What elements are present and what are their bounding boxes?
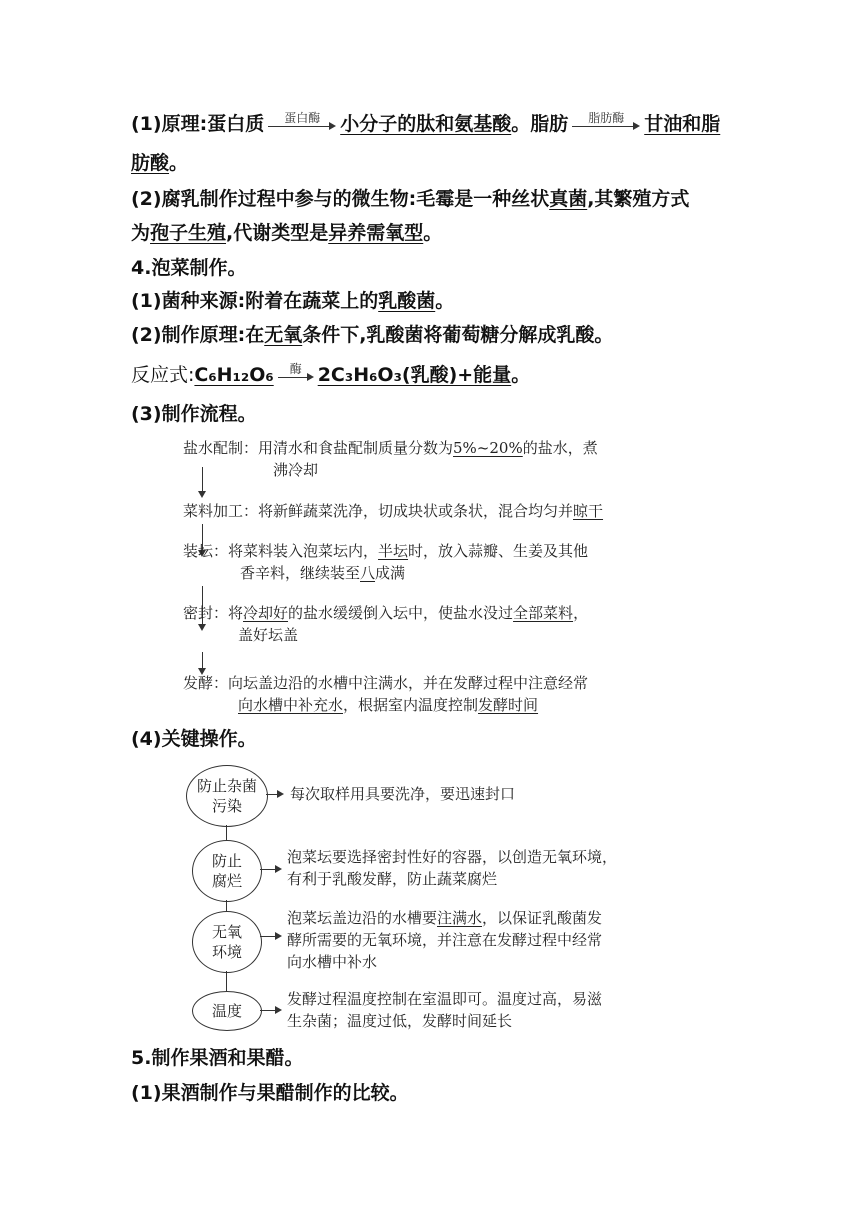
principle-line — [131, 111, 720, 137]
equation-rhs: 2C₃H₆O₃(乳酸)+能量 — [317, 364, 512, 386]
peptide-answer: 小分子的肽和氨基酸 — [340, 113, 512, 135]
microbe-label: (2)腐乳制作过程中参与的微生物: — [131, 188, 417, 210]
enzyme-label: 酶 — [289, 361, 302, 376]
ferment-time-answer: 发酵时间 — [478, 696, 539, 714]
op-circle-rot — [192, 840, 262, 902]
flow-text: 的盐水，煮 — [522, 439, 598, 457]
op-text-temperature — [287, 988, 602, 1032]
fatty-acid-answer: 肪酸 — [131, 152, 170, 174]
mucor-text: 毛霉是一种丝状 — [416, 188, 550, 210]
process-heading: (3)制作流程。 — [131, 403, 257, 425]
principle-2-label: (2)制作原理: — [131, 324, 246, 346]
period: 。 — [169, 152, 189, 174]
right-arrow-icon — [260, 1010, 280, 1011]
flow-text: 发酵：向坛盖边沿的水槽中注满水，并在发酵过程中注意经常 — [183, 674, 589, 692]
strain-line — [131, 288, 454, 314]
microbe-line-2 — [131, 220, 442, 246]
half-jar-answer: 半坛 — [378, 542, 409, 560]
op-circle-temperature — [192, 991, 262, 1031]
flow-text: 成满 — [375, 564, 406, 582]
flow-text: 沸冷却 — [273, 461, 319, 479]
flow-text: 菜料加工：将新鲜蔬菜洗净，切成块状或条状，混合均匀并 — [183, 502, 574, 520]
period: 。 — [435, 290, 455, 312]
flow-text: 的盐水缓缓倒入坛中，使盐水没过 — [288, 604, 514, 622]
cooled-answer: 冷却好 — [243, 604, 289, 622]
op-text-line: 有利于乳酸发酵，防止蔬菜腐烂 — [287, 870, 498, 888]
op-text-rot — [287, 846, 617, 890]
op-label: 温度 — [211, 1002, 242, 1020]
protease-label: 蛋白酶 — [284, 110, 321, 125]
flow-text: ， — [573, 604, 589, 622]
flow-text: 装坛：将菜料装入泡菜坛内， — [183, 542, 379, 560]
repro-text: ,其繁殖方式 — [587, 188, 690, 210]
fungus-answer: 真菌 — [549, 188, 588, 210]
down-arrow-icon — [198, 491, 206, 498]
principle-2-text: 条件下,乳酸菌将葡萄糖分解成乳酸。 — [302, 324, 614, 346]
op-text-anaerobic — [287, 907, 602, 973]
aerobic-answer: 异养需氧型 — [328, 222, 424, 244]
op-text-line: 泡菜坛盖边沿的水槽要 — [287, 909, 438, 927]
equation-line — [131, 362, 530, 388]
flow-text: 盖好坛盖 — [238, 626, 299, 644]
anaerobic-answer: 无氧 — [264, 324, 303, 346]
section-5-heading: 5.制作果酒和果醋。 — [131, 1047, 304, 1069]
equation-lhs: C₆H₁₂O₆ — [194, 364, 274, 386]
metabolism-text: ,代谢类型是 — [226, 222, 329, 244]
op-circle-contamination — [186, 765, 268, 827]
protease-arrow — [268, 110, 336, 135]
op-text-line: ，以保证乳酸菌发 — [482, 909, 603, 927]
right-arrow-icon — [260, 869, 280, 870]
spore-answer: 孢子生殖 — [150, 222, 227, 244]
strain-text: 附着在蔬菜上的 — [245, 290, 379, 312]
principle-line-2 — [131, 150, 188, 176]
section-4-heading: 4.泡菜制作。 — [131, 257, 247, 279]
op-label: 无氧环境 — [211, 923, 242, 961]
op-text-contamination: 每次取样用具要洗净，要迅速封口 — [290, 785, 516, 803]
op-label: 防止杂菌污染 — [196, 777, 257, 815]
strain-label: (1)菌种来源: — [131, 290, 246, 312]
in-text: 在 — [245, 324, 265, 346]
op-text-line: 生杂菌；温度过低，发酵时间延长 — [287, 1012, 513, 1030]
flow-step-ferment — [183, 672, 588, 716]
glycerol-answer: 甘油和脂 — [644, 113, 721, 135]
period: 。 — [511, 364, 531, 386]
microbe-line — [131, 186, 689, 212]
op-text-line: 发酵过程温度控制在室温即可。温度过高，易滋 — [287, 990, 603, 1008]
op-text-line: 泡菜坛要选择密封性好的容器，以创造无氧环境， — [287, 848, 618, 866]
eighty-percent-answer: 八 — [360, 564, 376, 582]
flow-text: 时，放入蒜瓣、生姜及其他 — [408, 542, 589, 560]
dry-answer: 晾干 — [573, 502, 604, 520]
lipase-arrow — [572, 110, 640, 135]
flow-text: 密封：将 — [183, 604, 244, 622]
salt-ratio-answer: 5%~20% — [453, 439, 523, 457]
flow-text: 盐水配制：用清水和食盐配制质量分数为 — [183, 439, 454, 457]
right-arrow-icon — [266, 794, 282, 795]
fat-text: 。脂肪 — [511, 113, 569, 135]
comparison-heading: (1)果酒制作与果醋制作的比较。 — [131, 1082, 409, 1104]
flow-step-seal — [183, 602, 588, 646]
flow-text: ，根据室内温度控制 — [343, 696, 479, 714]
refill-water-answer: 向水槽中补充水 — [238, 696, 344, 714]
principle-2-line — [131, 322, 613, 348]
flow-step-brine — [183, 437, 598, 481]
principle-label: (1)原理: — [131, 113, 208, 135]
right-arrow-icon — [260, 936, 280, 937]
key-ops-heading: (4)关键操作。 — [131, 728, 257, 750]
op-label: 防止腐烂 — [211, 852, 242, 890]
flow-step-jar — [183, 540, 588, 584]
fill-water-answer: 注满水 — [437, 909, 483, 927]
equation-label: 反应式: — [131, 364, 195, 386]
op-text-line: 向水槽中补水 — [287, 953, 378, 971]
protein-text: 蛋白质 — [207, 113, 265, 135]
flow-step-prep — [183, 500, 603, 522]
period: 。 — [423, 222, 443, 244]
all-vegetables-answer: 全部菜料 — [513, 604, 574, 622]
op-text-line: 酵所需要的无氧环境，并注意在发酵过程中经常 — [287, 931, 603, 949]
lipase-label: 脂肪酶 — [588, 110, 625, 125]
op-circle-anaerobic — [192, 911, 262, 973]
enzyme-arrow — [278, 361, 314, 386]
for-text: 为 — [131, 222, 151, 244]
flow-text: 香辛料，继续装至 — [240, 564, 361, 582]
lactobacillus-answer: 乳酸菌 — [378, 290, 436, 312]
